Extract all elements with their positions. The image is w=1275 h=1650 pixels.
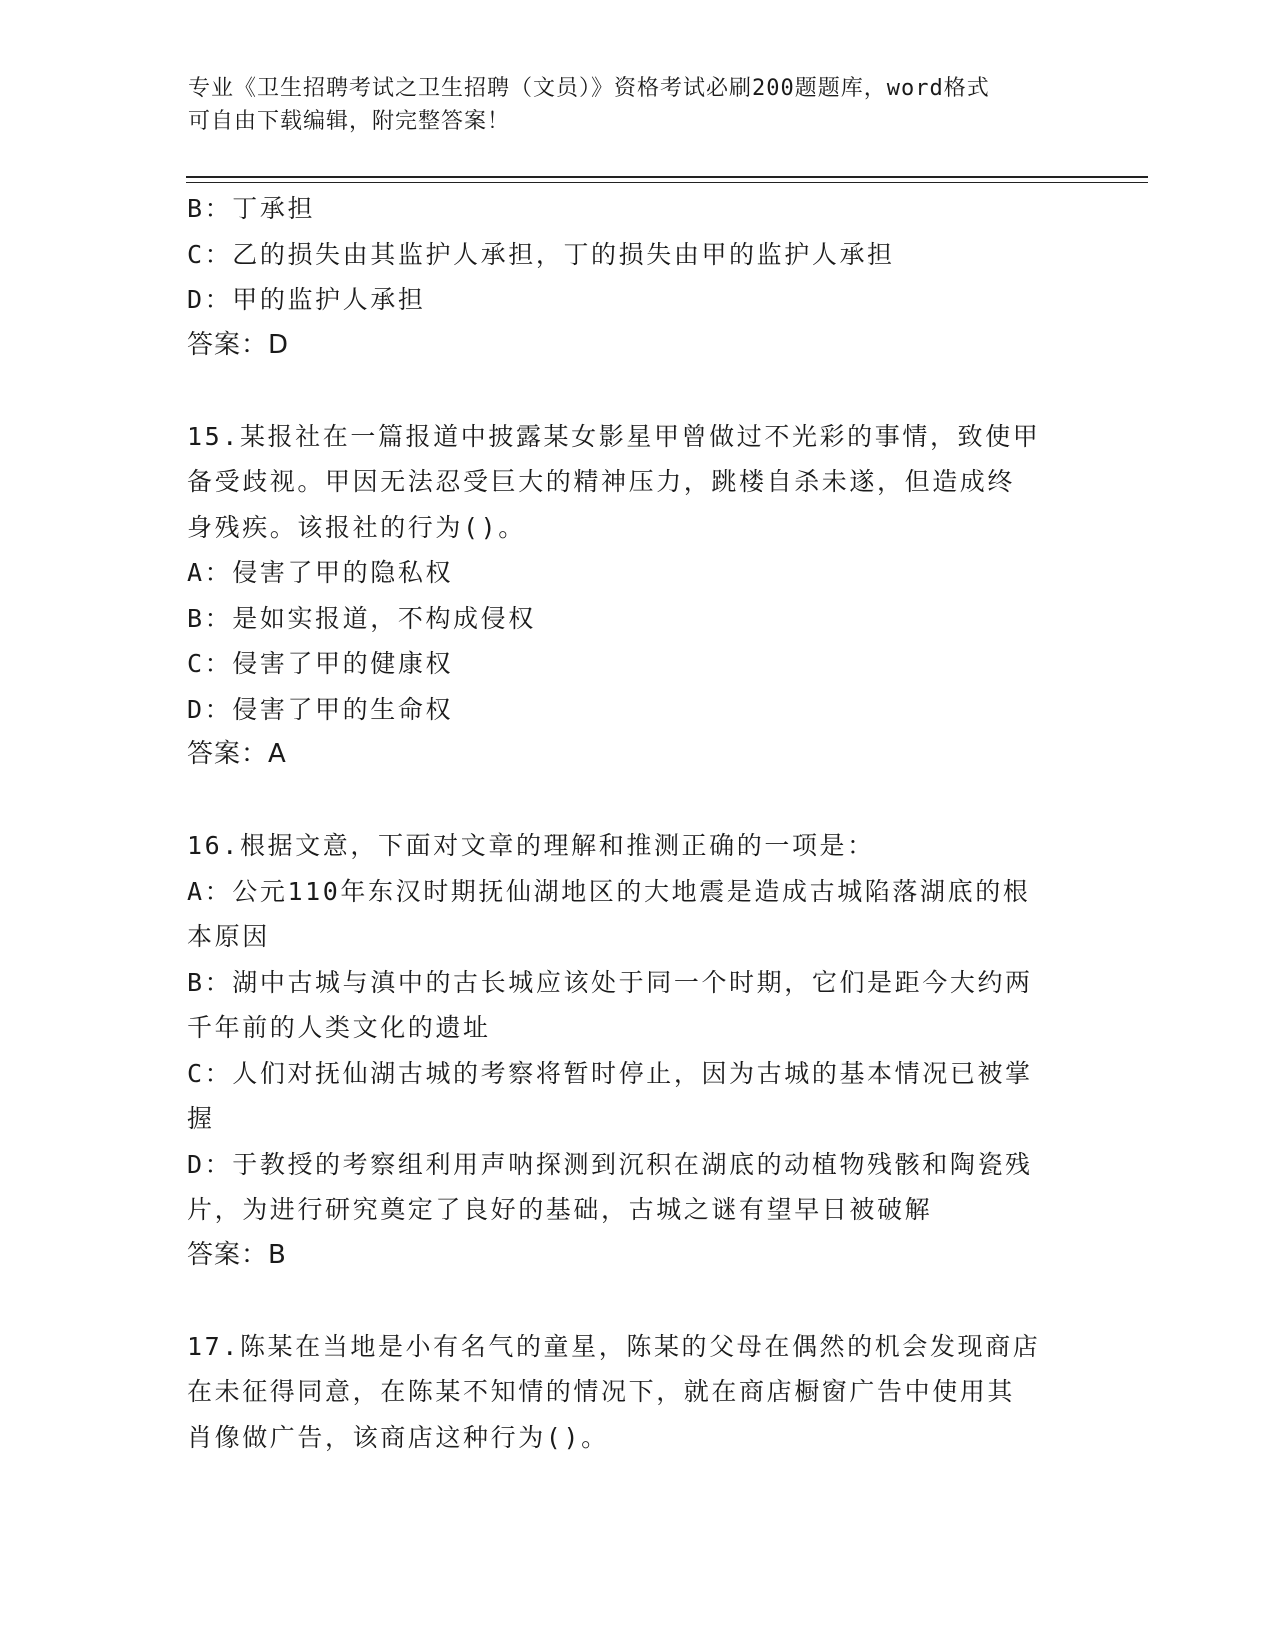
- q16-option-b-line-2: 千年前的人类文化的遗址: [187, 1013, 491, 1042]
- q15-answer: 答案：A: [187, 739, 287, 769]
- question-16: [187, 823, 1067, 1278]
- spacer: [187, 368, 1067, 414]
- q14-option-d: D：甲的监护人承担: [187, 285, 426, 314]
- question-15: [187, 414, 1067, 778]
- q17-stem-line-3: 肖像做广告，该商店这种行为()。: [187, 1422, 609, 1452]
- q15-option-c: C：侵害了甲的健康权: [187, 649, 454, 678]
- spacer: [187, 1278, 1067, 1324]
- question-14-tail: [187, 186, 1067, 368]
- q15-option-a: A：侵害了甲的隐私权: [187, 558, 454, 587]
- spacer: [187, 778, 1067, 824]
- q16-option-c-line-2: 握: [187, 1104, 215, 1133]
- q16-option-a-line-1: A：公元110年东汉时期抚仙湖地区的大地震是造成古城陷落湖底的根: [187, 876, 1031, 906]
- q16-option-d-line-2: 片，为进行研究奠定了良好的基础，古城之谜有望早日被破解: [187, 1195, 933, 1224]
- q15-stem-line-3: 身残疾。该报社的行为()。: [187, 512, 526, 542]
- q17-stem-line-1: 17.陈某在当地是小有名气的童星，陈某的父母在偶然的机会发现商店: [187, 1331, 1041, 1361]
- q14-option-c: C：乙的损失由其监护人承担，丁的损失由甲的监护人承担: [187, 239, 895, 269]
- q15-stem-line-1: 15.某报社在一篇报道中披露某女影星甲曾做过不光彩的事情，致使甲: [187, 421, 1041, 451]
- question-17: [187, 1324, 1067, 1461]
- q16-option-a-line-2: 本原因: [187, 922, 270, 951]
- q15-stem-line-2: 备受歧视。甲因无法忍受巨大的精神压力，跳楼自杀未遂，但造成终: [187, 467, 1016, 496]
- q16-stem-line-1: 16.根据文意，下面对文章的理解和推测正确的一项是：: [187, 831, 875, 860]
- q14-option-b: B：丁承担: [187, 194, 316, 223]
- q17-stem-line-2: 在未征得同意，在陈某不知情的情况下，就在商店橱窗广告中使用其: [187, 1377, 1016, 1406]
- question-list: [187, 186, 1067, 1460]
- q14-answer: 答案：D: [187, 329, 290, 360]
- q15-option-b: B：是如实报道，不构成侵权: [187, 603, 536, 633]
- header-title-line-1: 专业《卫生招聘考试之卫生招聘（文员）》资格考试必刷200题题库，word格式: [188, 76, 990, 101]
- q15-option-d: D：侵害了甲的生命权: [187, 694, 454, 724]
- q16-option-c-line-1: C：人们对抚仙湖古城的考察将暂时停止，因为古城的基本情况已被掌: [187, 1058, 1033, 1088]
- q16-option-d-line-1: D：于教授的考察组利用声呐探测到沉积在湖底的动植物残骸和陶瓷残: [187, 1149, 1033, 1179]
- header-title-line-2: 可自由下载编辑，附完整答案！: [188, 109, 511, 134]
- document-header: [188, 72, 1068, 138]
- header-divider: [186, 176, 1148, 183]
- q16-option-b-line-1: B：湖中古城与滇中的古长城应该处于同一个时期，它们是距今大约两: [187, 967, 1033, 997]
- q16-answer: 答案：B: [187, 1239, 287, 1270]
